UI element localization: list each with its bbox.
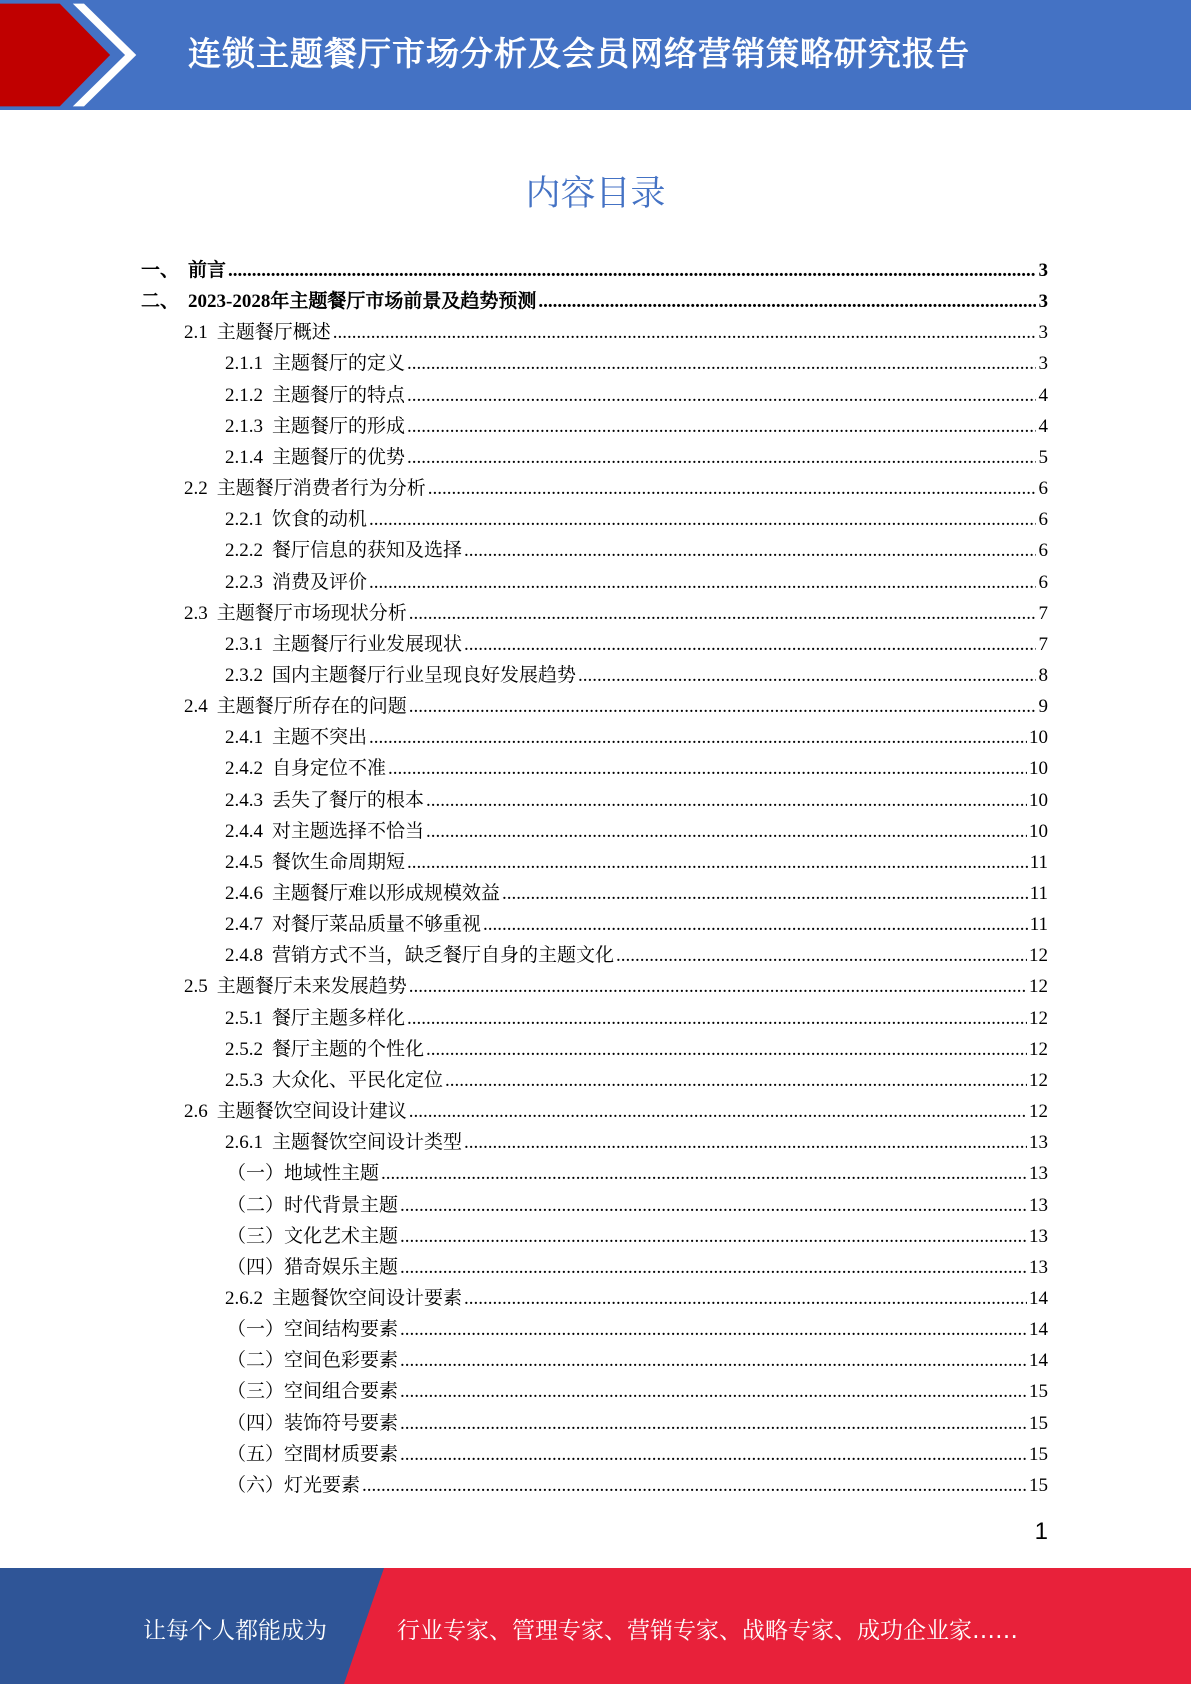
toc-entry-page: 10 bbox=[1029, 727, 1048, 749]
toc-entry-title: （一）地域性主题 bbox=[227, 1163, 380, 1185]
toc-entry-page: 11 bbox=[1029, 851, 1048, 873]
toc-entry-page: 15 bbox=[1029, 1474, 1048, 1496]
toc-entry-page: 13 bbox=[1029, 1194, 1048, 1216]
toc-entry[interactable] bbox=[225, 504, 1048, 535]
toc-entry-number: 2.3.2 bbox=[225, 664, 263, 686]
toc-entry-number: 2.2.1 bbox=[225, 509, 263, 531]
toc-entry-title: 主题餐饮空间设计建议 bbox=[216, 1101, 407, 1123]
toc-entry-page: 6 bbox=[1038, 509, 1048, 531]
toc-dot-leader bbox=[464, 1283, 1027, 1314]
toc-dot-leader bbox=[381, 1158, 1027, 1189]
toc-entry-page: 10 bbox=[1029, 758, 1048, 780]
toc-entry-page: 4 bbox=[1038, 415, 1048, 437]
toc-entry[interactable] bbox=[184, 1096, 1048, 1127]
toc-dot-leader bbox=[538, 286, 1036, 317]
toc-entry-page: 15 bbox=[1029, 1443, 1048, 1465]
toc-dot-leader bbox=[400, 1408, 1027, 1439]
toc-entry-page: 15 bbox=[1029, 1381, 1048, 1403]
toc-entry[interactable] bbox=[225, 1034, 1048, 1065]
toc-entry-number: 2.5.1 bbox=[225, 1007, 263, 1029]
toc-entry-number: 2.1.4 bbox=[225, 446, 263, 468]
footer-slogan-right: 行业专家、管理专家、营销专家、战略专家、成功企业家…… bbox=[397, 1618, 1018, 1644]
toc-entry[interactable] bbox=[225, 660, 1048, 691]
toc-entry-title: 对主题选择不恰当 bbox=[272, 820, 425, 842]
toc-entry[interactable] bbox=[225, 816, 1048, 847]
toc-entry-page: 6 bbox=[1038, 571, 1048, 593]
toc-entry-page: 13 bbox=[1029, 1256, 1048, 1278]
toc-entry-title: 主题餐厅难以形成规模效益 bbox=[272, 883, 501, 904]
toc-entry-title: （三）空间组合要素 bbox=[227, 1381, 399, 1403]
toc-entry-page: 12 bbox=[1029, 1101, 1048, 1123]
toc-dot-leader bbox=[400, 1190, 1027, 1221]
toc-entry[interactable] bbox=[184, 473, 1048, 504]
toc-entry-page: 4 bbox=[1038, 384, 1048, 406]
toc-entry-page: 12 bbox=[1029, 1069, 1048, 1091]
toc-entry-page: 8 bbox=[1038, 664, 1048, 686]
toc-entry[interactable] bbox=[225, 535, 1048, 566]
toc-entry-page: 10 bbox=[1029, 820, 1048, 842]
header-banner bbox=[0, 0, 1191, 110]
toc-entry[interactable] bbox=[225, 878, 1048, 909]
toc-entry-title: 主题餐厅概述 bbox=[216, 322, 331, 344]
toc-entry[interactable] bbox=[225, 940, 1048, 971]
toc-entry[interactable] bbox=[227, 1190, 1048, 1221]
toc-entry-page: 12 bbox=[1029, 1038, 1048, 1060]
toc-dot-leader bbox=[409, 1096, 1027, 1127]
toc-entry-title: 对餐厅菜品质量不够重视 bbox=[272, 914, 482, 936]
toc-entry-title: 丢失了餐厅的根本 bbox=[272, 789, 425, 811]
toc-dot-leader bbox=[407, 847, 1028, 878]
toc-entry-page: 3 bbox=[1038, 291, 1048, 313]
toc-entry[interactable] bbox=[225, 629, 1048, 660]
toc-entry-page: 12 bbox=[1029, 945, 1048, 967]
toc-entry-number: 2.5.3 bbox=[225, 1069, 263, 1091]
toc-entry-number: 2.2 bbox=[184, 478, 208, 500]
toc-entry-page: 3 bbox=[1038, 322, 1048, 344]
toc-entry-page: 11 bbox=[1029, 914, 1048, 936]
toc-title: 内容目录 bbox=[525, 174, 666, 214]
toc-entry-number: 2.1.3 bbox=[225, 415, 263, 437]
toc-entry[interactable] bbox=[227, 1376, 1048, 1407]
toc-entry[interactable] bbox=[225, 567, 1048, 598]
toc-entry[interactable] bbox=[227, 1345, 1048, 1376]
toc-entry[interactable] bbox=[225, 722, 1048, 753]
toc-entry[interactable] bbox=[141, 255, 1048, 286]
toc-dot-leader bbox=[426, 1034, 1027, 1065]
toc-entry[interactable] bbox=[225, 1283, 1048, 1314]
toc-entry-page: 14 bbox=[1029, 1350, 1048, 1372]
toc-entry[interactable] bbox=[225, 1065, 1048, 1096]
toc-entry-page: 10 bbox=[1029, 789, 1048, 811]
toc-entry-title: （三）文化艺术主题 bbox=[227, 1225, 399, 1247]
toc-entry[interactable] bbox=[227, 1439, 1048, 1470]
toc-entry-title: 主题餐厅的特点 bbox=[272, 384, 406, 406]
toc-dot-leader bbox=[388, 753, 1027, 784]
toc-entry-title: 主题餐厅的定义 bbox=[272, 353, 406, 375]
toc-entry-title: （六）灯光要素 bbox=[227, 1474, 361, 1496]
toc-entry-number: 2.3 bbox=[184, 602, 208, 624]
toc-entry-number: 2.5.2 bbox=[225, 1038, 263, 1060]
toc-entry-number: 2.6.1 bbox=[225, 1132, 263, 1154]
toc-dot-leader bbox=[616, 940, 1027, 971]
toc-entry-number: 二、 bbox=[141, 291, 180, 313]
toc-dot-leader bbox=[407, 442, 1036, 473]
toc-dot-leader bbox=[400, 1252, 1027, 1283]
toc-entry-number: 2.4.7 bbox=[225, 914, 263, 936]
toc-entry-title: 饮食的动机 bbox=[272, 509, 368, 531]
toc-dot-leader bbox=[409, 691, 1036, 722]
toc-entry-title: 主题餐厅消费者行为分析 bbox=[216, 478, 426, 500]
toc-entry-title: 餐厅信息的获知及选择 bbox=[272, 540, 463, 562]
toc-entry-title: 前言 bbox=[188, 260, 227, 281]
toc-entry-number: 2.1.2 bbox=[225, 384, 263, 406]
toc-entry-page: 13 bbox=[1029, 1163, 1048, 1185]
toc-entry-title: 主题餐厅行业发展现状 bbox=[272, 633, 463, 655]
toc-dot-leader bbox=[409, 971, 1027, 1002]
toc-entry[interactable] bbox=[225, 442, 1048, 473]
toc-entry[interactable] bbox=[227, 1221, 1048, 1252]
toc-entry-page: 12 bbox=[1029, 1007, 1048, 1029]
toc-entry[interactable] bbox=[184, 971, 1048, 1002]
toc-dot-leader bbox=[426, 785, 1027, 816]
toc-entry-number: 2.6 bbox=[184, 1101, 208, 1123]
toc-entry-title: 主题不突出 bbox=[272, 727, 368, 749]
toc-entry-number: 2.1.1 bbox=[225, 353, 263, 375]
toc-entry-page: 6 bbox=[1038, 540, 1048, 562]
toc-entry-title: （二）时代背景主题 bbox=[227, 1194, 399, 1216]
toc-entry-title: 主题餐厅的形成 bbox=[272, 415, 406, 437]
toc-entry[interactable] bbox=[227, 1470, 1048, 1501]
toc-entry[interactable] bbox=[141, 286, 1048, 317]
toc-entry-number: 2.4.2 bbox=[225, 758, 263, 780]
toc-entry[interactable] bbox=[225, 348, 1048, 379]
report-title: 连锁主题餐厅市场分析及会员网络营销策略研究报告 bbox=[188, 34, 970, 73]
toc-entry-title: 2023-2028年主题餐厅市场前景及趋势预测 bbox=[188, 291, 537, 313]
toc-entry-title: （四）猎奇娱乐主题 bbox=[227, 1256, 399, 1278]
toc-entry-page: 13 bbox=[1029, 1132, 1048, 1154]
toc-dot-leader bbox=[362, 1470, 1027, 1501]
toc-entry[interactable] bbox=[184, 317, 1048, 348]
header-arrow-decoration bbox=[0, 0, 140, 110]
toc-entry-page: 3 bbox=[1038, 353, 1048, 375]
toc-entry[interactable] bbox=[184, 598, 1048, 629]
toc-entry-number: 2.2.3 bbox=[225, 571, 263, 593]
toc-entry-number: 2.4.6 bbox=[225, 883, 263, 904]
toc-dot-leader bbox=[400, 1345, 1027, 1376]
toc-dot-leader bbox=[409, 598, 1036, 629]
footer-slogan-left: 让每个人都能成为 bbox=[143, 1618, 327, 1644]
toc-dot-leader bbox=[464, 629, 1036, 660]
toc-entry-number: 2.4.4 bbox=[225, 820, 263, 842]
toc-entry-title: 消费及评价 bbox=[272, 571, 368, 593]
toc-entry-title: 餐厅主题的个性化 bbox=[272, 1038, 425, 1060]
toc-dot-leader bbox=[407, 1003, 1027, 1034]
toc-entry-page: 12 bbox=[1029, 976, 1048, 998]
toc-entry-title: （一）空间结构要素 bbox=[227, 1319, 399, 1341]
toc-entry-title: 主题餐饮空间设计类型 bbox=[272, 1132, 463, 1154]
toc-dot-leader bbox=[578, 660, 1036, 691]
toc-dot-leader bbox=[400, 1221, 1027, 1252]
toc-dot-leader bbox=[407, 380, 1036, 411]
toc-entry[interactable] bbox=[225, 847, 1048, 878]
toc-entry-page: 13 bbox=[1029, 1225, 1048, 1247]
toc-entry-title: 国内主题餐厅行业呈现良好发展趋势 bbox=[272, 664, 577, 686]
toc-entry-title: 主题餐厅市场现状分析 bbox=[216, 602, 407, 624]
toc-entry-page: 11 bbox=[1029, 883, 1048, 904]
toc-entry-title: （四）装饰符号要素 bbox=[227, 1412, 399, 1434]
toc-entry[interactable] bbox=[225, 909, 1048, 940]
toc-entry[interactable] bbox=[227, 1252, 1048, 1283]
toc-entry-page: 14 bbox=[1029, 1319, 1048, 1341]
toc-entry-page: 14 bbox=[1029, 1287, 1048, 1309]
toc-entry[interactable] bbox=[225, 753, 1048, 784]
toc-dot-leader bbox=[428, 473, 1036, 504]
page-number: 1 bbox=[1034, 1518, 1048, 1545]
toc-dot-leader bbox=[502, 878, 1028, 909]
toc-entry-number: 2.2.2 bbox=[225, 540, 263, 562]
toc-dot-leader bbox=[483, 909, 1028, 940]
toc-dot-leader bbox=[426, 816, 1027, 847]
toc-entry-title: 主题餐厅未来发展趋势 bbox=[216, 976, 407, 998]
toc-entry-page: 9 bbox=[1038, 696, 1048, 718]
toc-entry-number: 2.4.1 bbox=[225, 727, 263, 749]
toc-entry-page: 3 bbox=[1038, 260, 1048, 281]
toc-entry-number: 2.4.5 bbox=[225, 851, 263, 873]
toc-dot-leader bbox=[369, 567, 1036, 598]
toc-entry-number: 2.5 bbox=[184, 976, 208, 998]
toc-entry-title: 餐厅主题多样化 bbox=[272, 1007, 406, 1029]
toc-entry[interactable] bbox=[225, 785, 1048, 816]
toc-dot-leader bbox=[407, 411, 1036, 442]
toc-entry-title: 餐饮生命周期短 bbox=[272, 851, 406, 873]
toc-entry-page: 5 bbox=[1038, 446, 1048, 468]
toc-entry[interactable] bbox=[184, 691, 1048, 722]
toc-dot-leader bbox=[333, 317, 1036, 348]
toc-dot-leader bbox=[445, 1065, 1027, 1096]
toc-entry-title: 主题餐厅的优势 bbox=[272, 446, 406, 468]
toc-entry[interactable] bbox=[225, 1127, 1048, 1158]
toc-entry-number: 2.3.1 bbox=[225, 633, 263, 655]
toc-entry-title: 营销方式不当，缺乏餐厅自身的主题文化 bbox=[272, 945, 615, 967]
toc-entry-title: （五）空間材质要素 bbox=[227, 1443, 399, 1465]
toc-entry[interactable] bbox=[227, 1158, 1048, 1189]
toc-entry[interactable] bbox=[227, 1408, 1048, 1439]
toc-dot-leader bbox=[369, 504, 1036, 535]
toc-entry-number: 2.6.2 bbox=[225, 1287, 263, 1309]
toc-entry-number: 2.4 bbox=[184, 696, 208, 718]
toc-dot-leader bbox=[400, 1314, 1027, 1345]
toc-entry[interactable] bbox=[225, 380, 1048, 411]
toc-entry-page: 6 bbox=[1038, 478, 1048, 500]
toc-entry-page: 7 bbox=[1038, 633, 1048, 655]
toc-dot-leader bbox=[400, 1376, 1027, 1407]
toc-entry[interactable] bbox=[227, 1314, 1048, 1345]
toc-entry-number: 一、 bbox=[141, 260, 180, 281]
toc-entry-title: 主题餐饮空间设计要素 bbox=[272, 1287, 463, 1309]
toc-dot-leader bbox=[369, 722, 1027, 753]
toc-dot-leader bbox=[464, 535, 1036, 566]
toc-dot-leader bbox=[464, 1127, 1027, 1158]
footer-banner bbox=[0, 1568, 1191, 1684]
toc-entry-number: 2.4.3 bbox=[225, 789, 263, 811]
toc-entry-page: 7 bbox=[1038, 602, 1048, 624]
toc-entry[interactable] bbox=[225, 411, 1048, 442]
toc-entry-title: 大众化、平民化定位 bbox=[272, 1069, 444, 1091]
toc-entry-title: （二）空间色彩要素 bbox=[227, 1350, 399, 1372]
toc-entry-title: 主题餐厅所存在的问题 bbox=[216, 696, 407, 718]
toc-entry[interactable] bbox=[225, 1003, 1048, 1034]
toc-dot-leader bbox=[407, 348, 1036, 379]
toc-dot-leader bbox=[228, 255, 1036, 286]
toc-entry-title: 自身定位不准 bbox=[272, 758, 387, 780]
toc-entry-number: 2.1 bbox=[184, 322, 208, 344]
toc-entry-number: 2.4.8 bbox=[225, 945, 263, 967]
toc-entry-page: 15 bbox=[1029, 1412, 1048, 1434]
toc-dot-leader bbox=[400, 1439, 1027, 1470]
